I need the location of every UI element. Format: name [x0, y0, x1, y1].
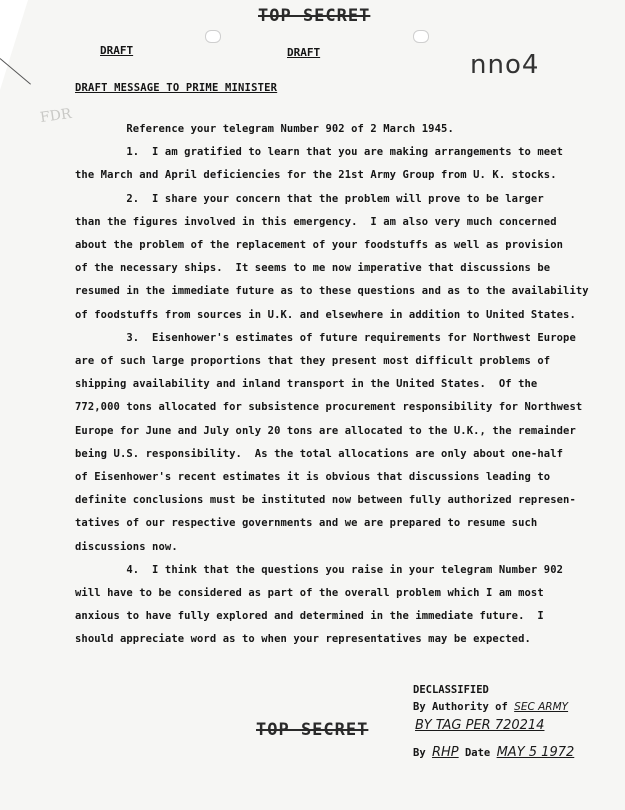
by-date-line — [413, 745, 574, 760]
body-line: anxious to have fully explored and determined in the immediate future. I — [75, 610, 544, 623]
body-line: discussions now. — [75, 540, 178, 553]
draft-label-center: DRAFT — [287, 46, 321, 59]
draft-label-left: DRAFT — [100, 44, 134, 57]
tag-line: BY TAG PER 720214 — [415, 718, 545, 733]
handwritten-file-number: nno4 — [470, 50, 540, 80]
punch-hole-left — [205, 30, 221, 43]
folded-corner — [0, 0, 28, 90]
body-line: of the necessary ships. It seems to me now imperative that discussions be — [75, 262, 551, 275]
top-secret-stamp-top: TOP SECRET — [258, 6, 371, 26]
by-prefix: By — [413, 747, 426, 759]
authority-line — [413, 699, 568, 716]
body-line: shipping availability and inland transport in the United States. Of the — [75, 378, 538, 391]
body-line: Reference your telegram Number 902 of 2 March 1945. — [75, 123, 454, 135]
body-line: 3. Eisenhower's estimates of future requirements for Northwest Europe — [75, 331, 576, 344]
body-line: tatives of our respective governments and we are prepared to resume such — [75, 517, 538, 530]
body-line: 4. I think that the questions you raise in your telegram Number 902 — [75, 563, 564, 576]
date-value: MAY 5 1972 — [496, 745, 575, 760]
date-prefix: Date — [464, 747, 491, 759]
body-line: definite conclusions must be instituted now between fully authorized represen- — [75, 494, 576, 507]
faint-pencil-mark: FDR — [39, 105, 73, 127]
message-body — [75, 118, 595, 652]
body-line: about the problem of the replacement of your foodstuffs as well as provision — [75, 239, 564, 252]
punch-hole-right — [413, 30, 429, 43]
declassification-stamp — [413, 682, 568, 716]
body-line: 772,000 tons allocated for subsistence procurement responsibility for Northwest — [75, 401, 583, 414]
body-line: are of such large proportions that they present most difficult problems of — [75, 355, 551, 368]
authority-prefix: By Authority of — [413, 701, 508, 713]
body-line: 2. I share your concern that the problem will prove to be larger — [75, 192, 544, 205]
body-line: 1. I am gratified to learn that you are making arrangements to meet — [75, 146, 564, 159]
body-line: of Eisenhower's recent estimates it is obvious that discussions leading to — [75, 471, 551, 484]
top-secret-stamp-bottom: TOP SECRET — [256, 720, 369, 740]
body-line: should appreciate word as to when your representatives may be expected. — [75, 633, 531, 646]
authority-value: SEC ARMY — [514, 701, 569, 713]
body-line: of foodstuffs from sources in U.K. and elsewhere in addition to United States. — [75, 308, 576, 321]
body-line: will have to be considered as part of the overall problem which I am most — [75, 587, 544, 600]
declassified-label: DECLASSIFIED — [413, 684, 489, 696]
body-line: than the figures involved in this emergency. I am also very much concerned — [75, 215, 557, 228]
document-heading: DRAFT MESSAGE TO PRIME MINISTER — [75, 82, 278, 94]
body-line: being U.S. responsibility. As the total allocations are only about one-half — [75, 447, 564, 460]
body-line: the March and April deficiencies for the 21st Army Group from U. K. stocks. — [75, 169, 557, 182]
body-line: resumed in the immediate future as to these questions and as to the availability — [75, 285, 589, 298]
body-line: Europe for June and July only 20 tons are allocated to the U.K., the remainder — [75, 424, 576, 437]
by-initials: RHP — [431, 745, 459, 760]
